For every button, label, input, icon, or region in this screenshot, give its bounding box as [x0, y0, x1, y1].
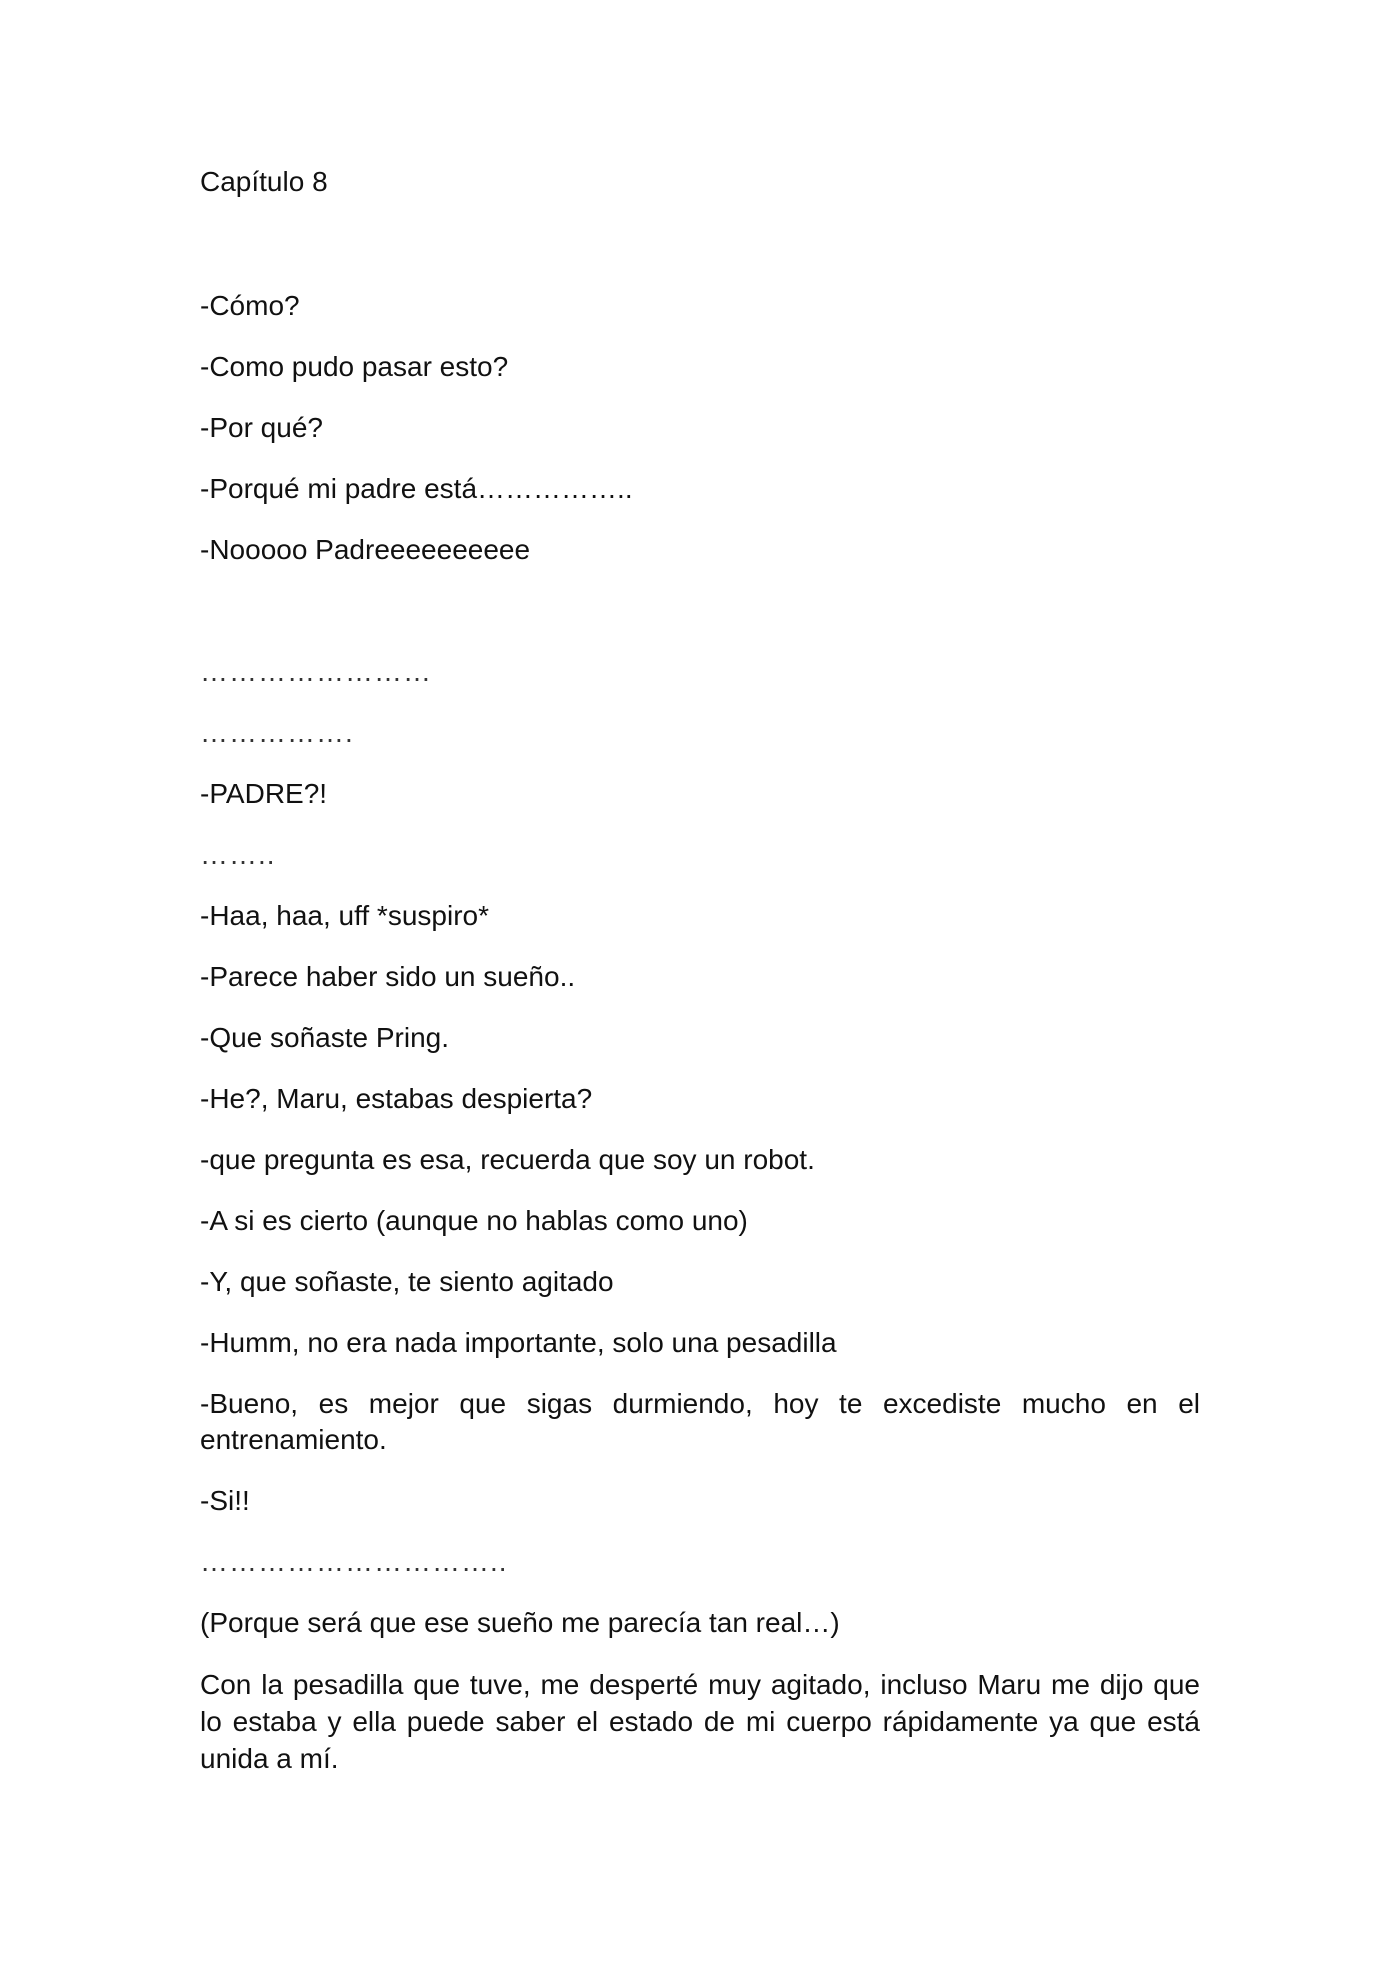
- dialogue-line-como-pudo: -Como pudo pasar esto?: [200, 351, 509, 382]
- dialogue-line-sueno: -Parece haber sido un sueño..: [200, 961, 576, 992]
- dialogue-line-porque-padre: -Porqué mi padre está……………..: [200, 473, 633, 504]
- thought-line: (Porque será que ese sueño me parecía tan real…): [200, 1607, 840, 1638]
- narration-paragraph: Con la pesadilla que tuve, me desperté muy agitado, incluso Maru me dijo que lo estaba y ella puede saber el estado de mi cuerpo rápidamente ya que está unida a mí.: [200, 1669, 1200, 1774]
- ellipsis-line-1: ……………………: [200, 656, 432, 687]
- dialogue-line-robot: -que pregunta es esa, recuerda que soy un robot.: [200, 1144, 815, 1175]
- dialogue-line-que-sonaste: -Que soñaste Pring.: [200, 1022, 450, 1053]
- dialogue-line-suspiro: -Haa, haa, uff *suspiro*: [200, 900, 489, 931]
- dialogue-paragraph-entrenamiento: -Bueno, es mejor que sigas durmiendo, hoy te excediste mucho en el entrenamiento.: [200, 1388, 1200, 1455]
- dialogue-line-si: -Si!!: [200, 1485, 250, 1516]
- chapter-title: Capítulo 8: [200, 166, 328, 197]
- dialogue-line-como: -Cómo?: [200, 290, 300, 321]
- dialogue-line-padre-question: -PADRE?!: [200, 778, 328, 809]
- ellipsis-line-2: …………….: [200, 717, 354, 748]
- dialogue-line-agitado: -Y, que soñaste, te siento agitado: [200, 1266, 614, 1297]
- dialogue-line-por-que: -Por qué?: [200, 412, 323, 443]
- ellipsis-line-3: ……..: [200, 839, 276, 870]
- dialogue-line-maru-despierta: -He?, Maru, estabas despierta?: [200, 1083, 593, 1114]
- dialogue-line-padre-scream: -Nooooo Padreeeeeeeeee: [200, 534, 531, 565]
- ellipsis-line-4: …………………………..: [200, 1546, 508, 1577]
- dialogue-line-cierto: -A si es cierto (aunque no hablas como uno): [200, 1205, 748, 1236]
- dialogue-line-pesadilla: -Humm, no era nada importante, solo una pesadilla: [200, 1327, 837, 1358]
